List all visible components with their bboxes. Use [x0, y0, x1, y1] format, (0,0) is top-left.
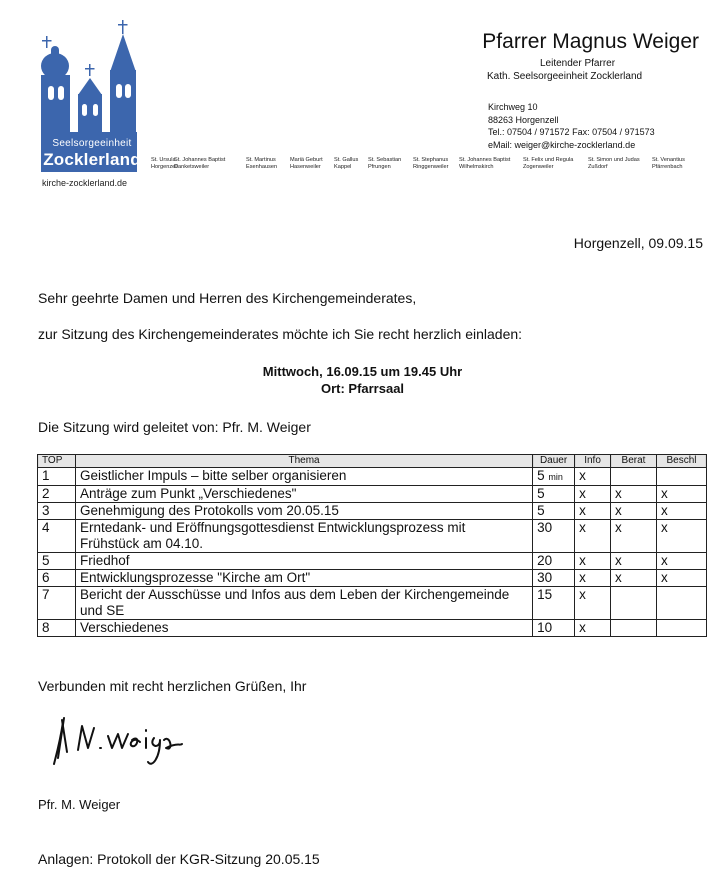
address-email[interactable]: eMail: weiger@kirche-zocklerland.de: [488, 139, 636, 150]
cell-info: x: [575, 503, 611, 520]
meeting-location: Ort: Pfarrsaal: [320, 381, 405, 396]
meeting-datetime: Mittwoch, 16.09.15 um 19.45 Uhr: [262, 364, 463, 379]
cell-beschl: x: [656, 520, 706, 553]
cell-berat: x: [611, 503, 657, 520]
address-phone: Tel.: 07504 / 971572 Fax: 07504 / 971573: [488, 127, 655, 137]
cell-top: 7: [38, 587, 76, 620]
parish-item: St. Sebastian Pfrungen: [368, 157, 402, 170]
cell-berat: x: [611, 486, 657, 503]
cell-dauer: 5 min: [533, 468, 575, 486]
cell-dauer: 20: [533, 553, 575, 570]
signer-name: Pfr. M. Weiger: [38, 797, 121, 812]
cell-info: x: [575, 486, 611, 503]
cell-top: 4: [38, 520, 76, 553]
cell-top: 5: [38, 553, 76, 570]
agenda-table: [37, 454, 707, 637]
cell-info: x: [575, 553, 611, 570]
cell-beschl: x: [656, 486, 706, 503]
cell-thema: Genehmigung des Protokolls vom 20.05.15: [75, 503, 532, 520]
cell-berat: x: [611, 553, 657, 570]
parish-item: St. Johannes Baptist Danketsweiler: [174, 157, 226, 170]
cell-beschl: [656, 620, 706, 637]
table-header-row: [38, 455, 707, 468]
header-thema: Thema: [75, 455, 532, 468]
table-row: [38, 468, 707, 486]
cell-info: x: [575, 468, 611, 486]
cell-dauer: 5: [533, 503, 575, 520]
cell-dauer: 15: [533, 587, 575, 620]
cell-dauer: 10: [533, 620, 575, 637]
cell-beschl: [656, 468, 706, 486]
cell-dauer: 5: [533, 486, 575, 503]
table-row: [38, 486, 707, 503]
logo-line-2: Zocklerland: [43, 150, 141, 169]
cell-top: 8: [38, 620, 76, 637]
header-beschl: Beschl: [656, 455, 706, 468]
closing-line: Verbunden mit recht herzlichen Grüßen, Ihr: [38, 678, 307, 694]
logo-line-1: Seelsorgeeinheit: [52, 138, 132, 149]
parish-item: St. Stephanus Ringgenweiler: [413, 157, 449, 170]
table-row: [38, 570, 707, 587]
header-dauer: Dauer: [533, 455, 575, 468]
header-top: TOP: [38, 455, 76, 468]
cell-top: 1: [38, 468, 76, 486]
cell-thema: Erntedank- und Eröffnungsgottesdienst Entwicklungsprozess mit Frühstück am 04.10.: [75, 520, 532, 553]
address-street: Kirchweg 10: [488, 102, 538, 112]
parish-item: Mariä Geburt Hasenweiler: [290, 157, 323, 170]
cell-thema: Bericht der Ausschüsse und Infos aus dem Leben der Kirchengemeinde und SE: [75, 587, 532, 620]
handwritten-signature: [48, 712, 188, 772]
cell-thema: Verschiedenes: [75, 620, 532, 637]
invitation-text: zur Sitzung des Kirchengemeinderates möchte ich Sie recht herzlich einladen:: [38, 326, 523, 342]
cell-thema: Friedhof: [75, 553, 532, 570]
sender-role: Leitender Pfarrer: [540, 58, 616, 69]
cell-beschl: x: [656, 570, 706, 587]
cell-top: 6: [38, 570, 76, 587]
parish-item: St. Ursula Horgenzell: [151, 157, 178, 170]
chair-line: Die Sitzung wird geleitet von: Pfr. M. Weiger: [38, 419, 311, 435]
attachments-line: Anlagen: Protokoll der KGR-Sitzung 20.05.15: [38, 851, 320, 867]
cell-thema: Anträge zum Punkt „Verschiedenes": [75, 486, 532, 503]
parish-item: St. Felix und Regula Zogenweiler: [523, 157, 574, 170]
cell-dauer: 30: [533, 570, 575, 587]
cell-top: 3: [38, 503, 76, 520]
header-berat: Berat: [611, 455, 657, 468]
cell-berat: x: [611, 520, 657, 553]
parish-item: St. Gallus Kappel: [334, 157, 359, 170]
cell-dauer: 30: [533, 520, 575, 553]
sender-unit: Kath. Seelsorgeeinheit Zocklerland: [487, 71, 643, 82]
cell-berat: [611, 587, 657, 620]
cell-berat: [611, 620, 657, 637]
parish-item: St. Martinus Esenhausen: [246, 157, 278, 170]
sender-address: [488, 101, 655, 151]
cell-info: x: [575, 520, 611, 553]
parish-item: St. Simon und Judas Zußdorf: [588, 157, 640, 170]
cell-beschl: x: [656, 553, 706, 570]
address-city: 88263 Horgenzell: [488, 114, 559, 125]
cell-thema: Geistlicher Impuls – bitte selber organisieren: [75, 468, 532, 486]
cell-beschl: x: [656, 503, 706, 520]
cell-info: x: [575, 620, 611, 637]
table-row: [38, 587, 707, 620]
salutation: Sehr geehrte Damen und Herren des Kirchengemeinderates,: [38, 290, 417, 306]
table-row: [38, 520, 707, 553]
table-row: [38, 553, 707, 570]
table-row: [38, 620, 707, 637]
parish-item: St. Johannes Baptist Wilhelmskirch: [459, 157, 511, 170]
cell-berat: x: [611, 570, 657, 587]
cell-beschl: [656, 587, 706, 620]
place-date: Horgenzell, 09.09.15: [573, 235, 703, 251]
cell-thema: Entwicklungsprozesse "Kirche am Ort": [75, 570, 532, 587]
cell-top: 2: [38, 486, 76, 503]
cell-info: x: [575, 587, 611, 620]
table-row: [38, 503, 707, 520]
website-link[interactable]: kirche-zocklerland.de: [42, 178, 128, 188]
sender-name: Pfarrer Magnus Weiger: [482, 30, 699, 53]
cell-berat: [611, 468, 657, 486]
cell-info: x: [575, 570, 611, 587]
header-info: Info: [575, 455, 611, 468]
parish-item: St. Venantius Pfärrenbach: [652, 157, 685, 170]
